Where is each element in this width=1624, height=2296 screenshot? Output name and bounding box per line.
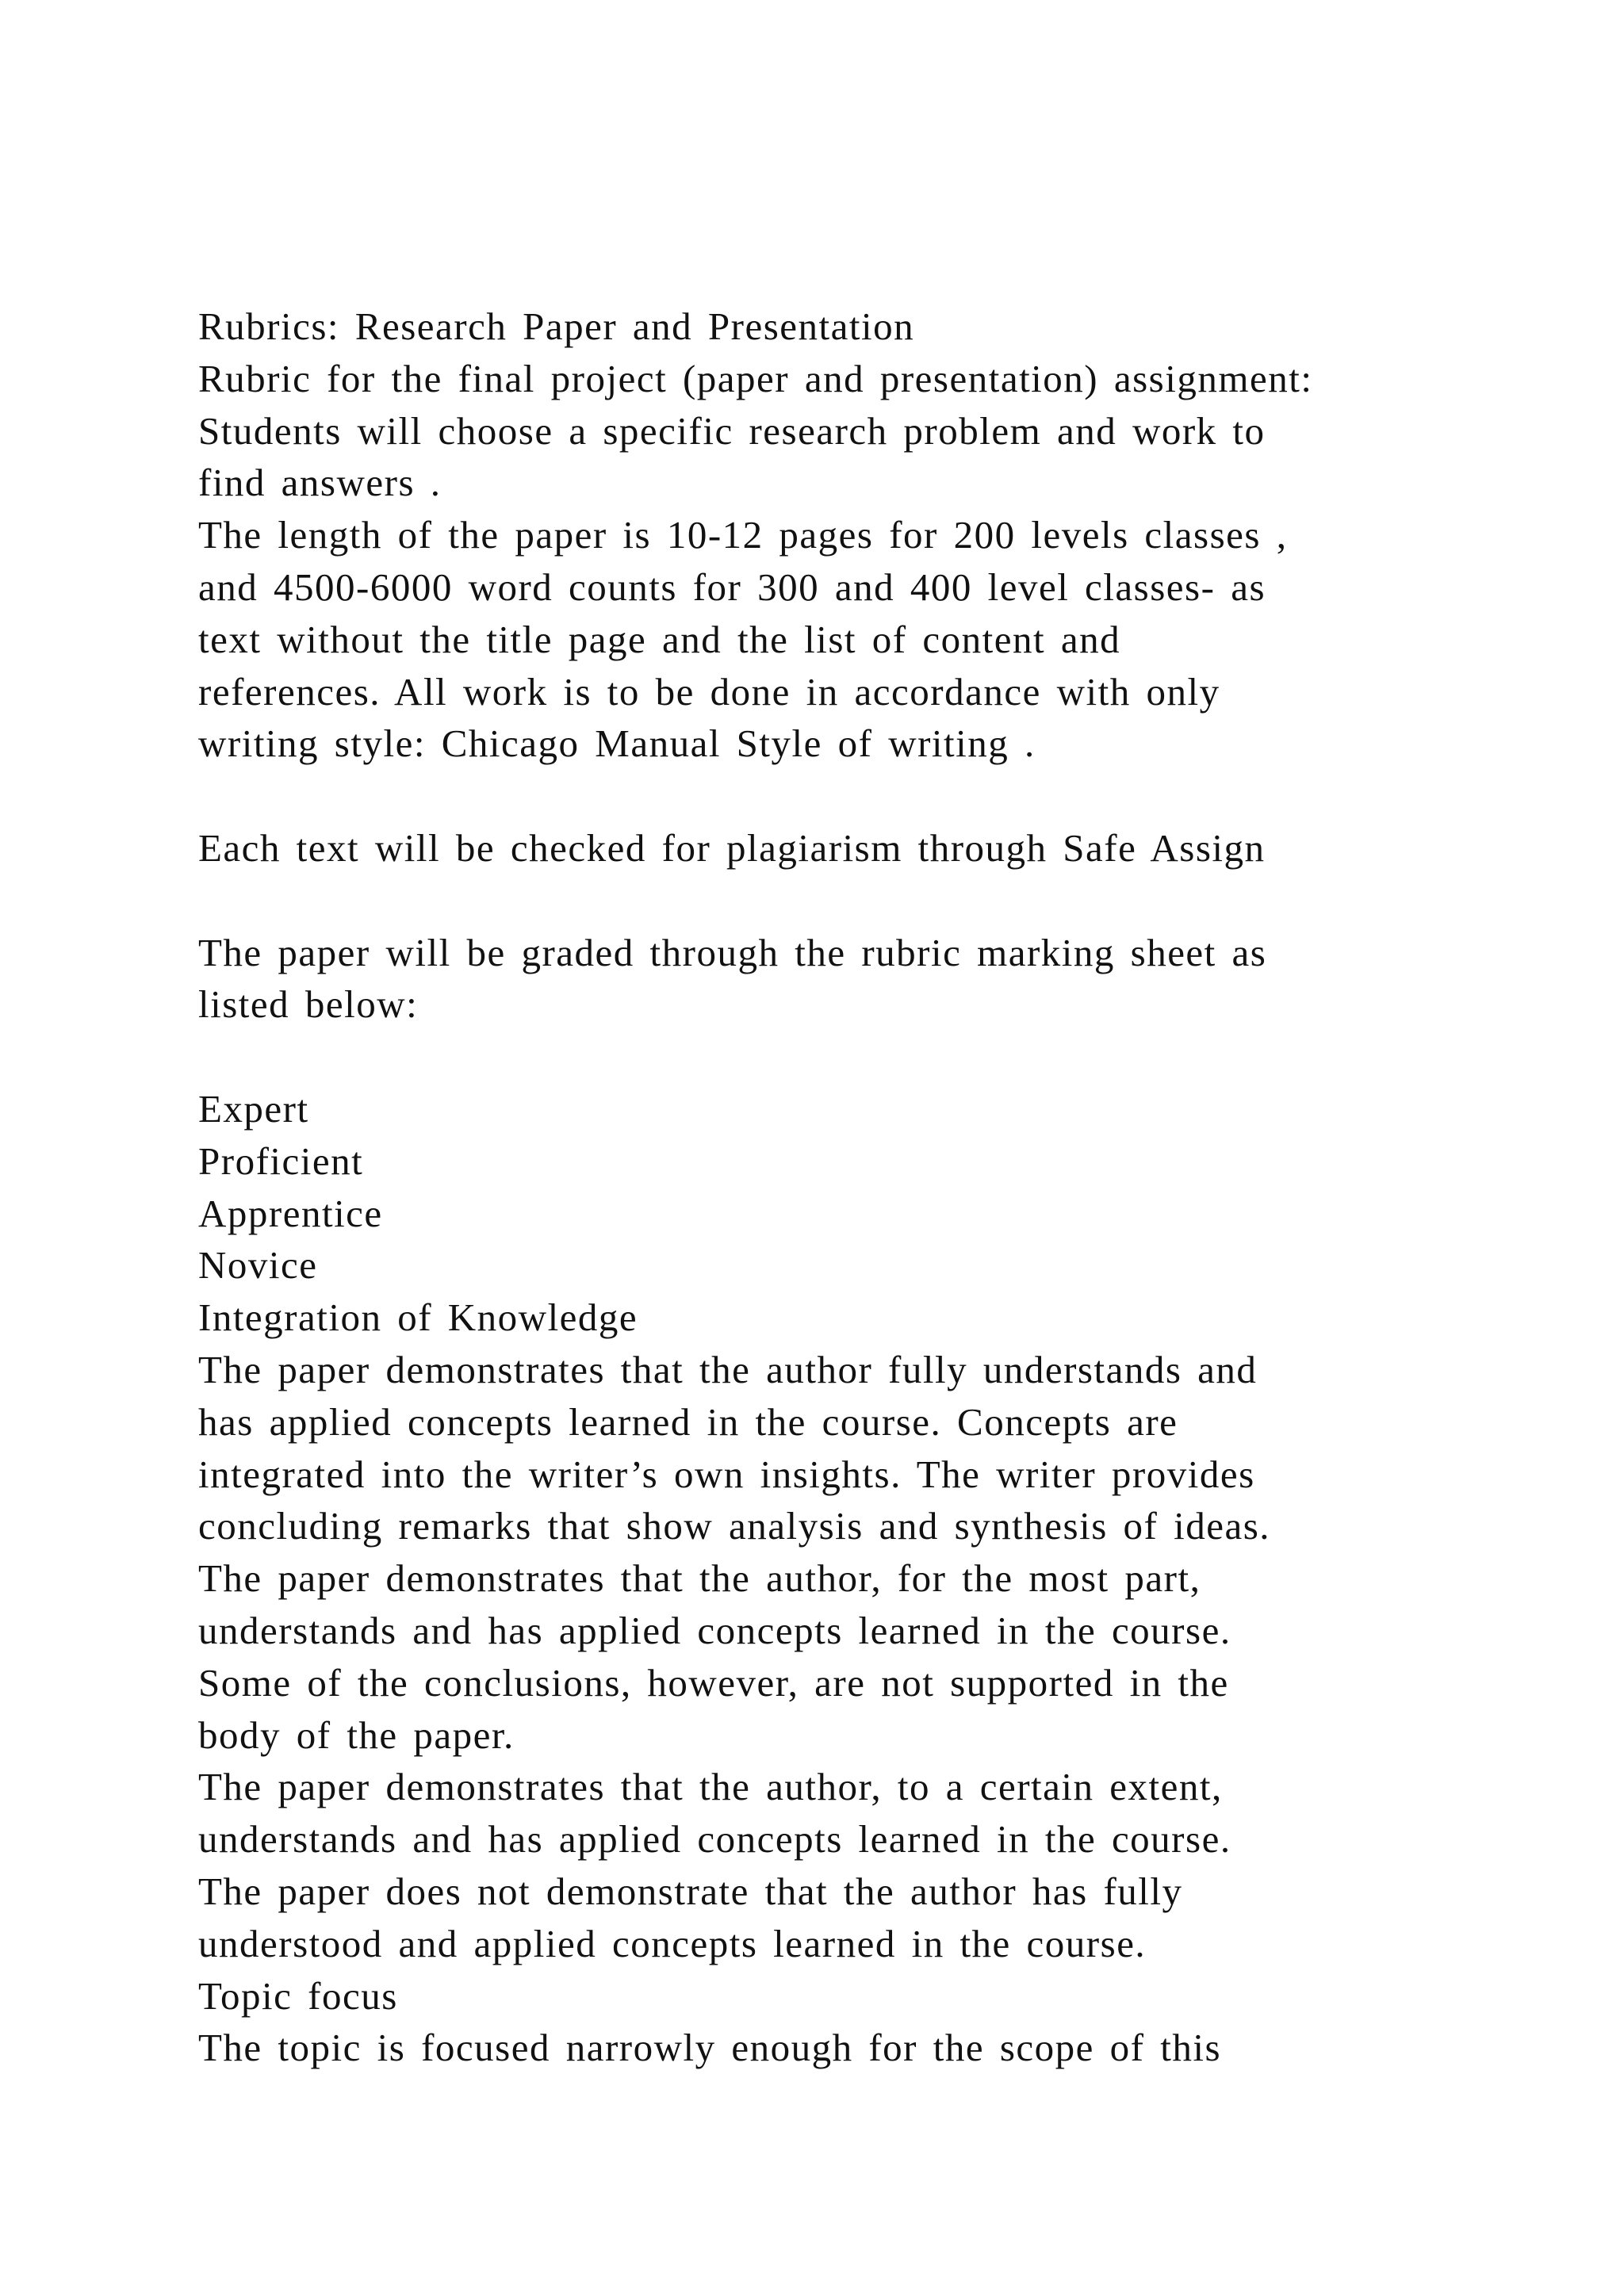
text-line: find answers . [198, 461, 442, 505]
criterion-heading: Topic focus [198, 1973, 398, 2018]
blank-line [198, 770, 1546, 822]
text-line: understands and has applied concepts learned in the course. [198, 1817, 1231, 1862]
text-line: Each text will be checked for plagiarism through Safe Assign [198, 825, 1266, 870]
text-line: understands and has applied concepts learned in the course. [198, 1608, 1231, 1652]
text-line: body of the paper. [198, 1712, 515, 1757]
text-line: concluding remarks that show analysis and synthesis of ideas. [198, 1504, 1271, 1548]
rubric-level-apprentice: Apprentice [198, 1191, 383, 1235]
text-line: The paper demonstrates that the author, for the most part, [198, 1556, 1201, 1601]
rubric-level-proficient: Proficient [198, 1138, 364, 1183]
text-line: The paper demonstrates that the author, to a certain extent, [198, 1765, 1223, 1809]
text-line: The paper demonstrates that the author fully understands and [198, 1347, 1258, 1391]
text-line: listed below: [198, 982, 419, 1027]
text-line: The length of the paper is 10-12 pages for 200 levels classes , [198, 513, 1288, 557]
text-line: understood and applied concepts learned in the course. [198, 1921, 1147, 1965]
text-line: text without the title page and the list of content and [198, 617, 1121, 661]
text-line: Rubric for the final project (paper and presentation) assignment: [198, 356, 1313, 400]
blank-line [198, 874, 1546, 927]
text-line: has applied concepts learned in the course. Concepts are [198, 1399, 1178, 1444]
blank-line [198, 1031, 1546, 1083]
text-line: Students will choose a specific research problem and work to [198, 408, 1266, 453]
text-line: Some of the conclusions, however, are not supported in the [198, 1660, 1229, 1705]
text-line: The paper does not demonstrate that the author has fully [198, 1869, 1183, 1913]
text-line: references. All work is to be done in accordance with only [198, 669, 1220, 714]
text-line: integrated into the writer’s own insights. The writer provides [198, 1452, 1255, 1496]
criterion-heading: Integration of Knowledge [198, 1295, 638, 1340]
text-line: The topic is focused narrowly enough for the scope of this [198, 2026, 1222, 2070]
rubric-level-expert: Expert [198, 1086, 309, 1131]
text-line: The paper will be graded through the rubric marking sheet as [198, 930, 1267, 974]
document-title: Rubrics: Research Paper and Presentation [198, 304, 915, 348]
text-line: and 4500-6000 word counts for 300 and 400 level classes- as [198, 564, 1266, 609]
document-body [198, 300, 1546, 2074]
rubric-level-novice: Novice [198, 1243, 318, 1288]
text-line: writing style: Chicago Manual Style of writing . [198, 721, 1036, 766]
